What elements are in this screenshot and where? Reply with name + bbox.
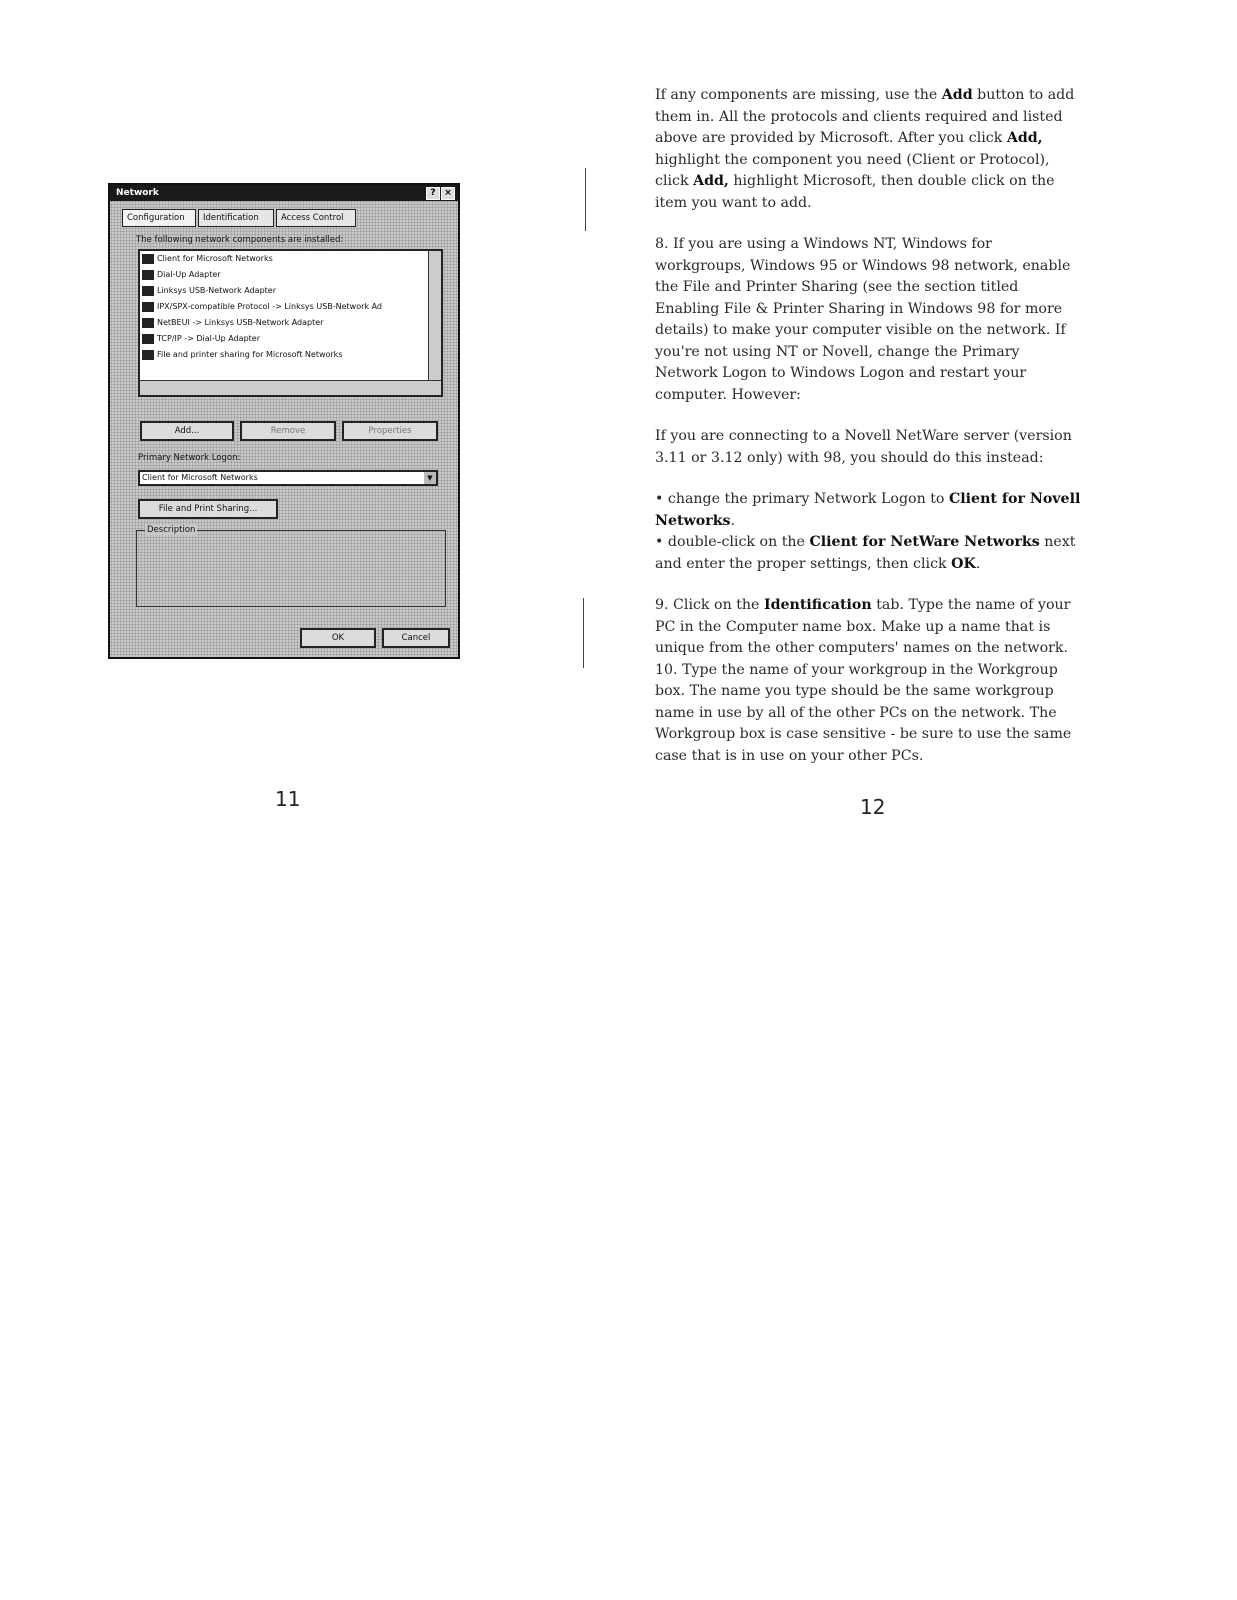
ok-button[interactable]: OK [300, 628, 376, 648]
bold-text: Add [941, 87, 973, 103]
list-item-label: File and printer sharing for Microsoft Networks [157, 350, 343, 359]
list-item-label: IPX/SPX-compatible Protocol -> Linksys USB-Network Ad [157, 302, 382, 311]
paragraph-add-components [655, 85, 1085, 214]
paragraph-step-9 [655, 595, 1085, 660]
instructions-column [655, 85, 1085, 767]
vertical-scrollbar[interactable] [428, 251, 441, 381]
text: • double-click on the [655, 534, 810, 550]
fold-mark [583, 598, 584, 668]
list-item[interactable] [140, 251, 441, 267]
primary-logon-label: Primary Network Logon: [138, 453, 241, 463]
primary-logon-select[interactable] [138, 470, 438, 486]
text: tab. Type the name of your PC in the Computer name box. Make up a name that is unique from the other computers' names on the network. [655, 597, 1071, 656]
description-group [136, 525, 446, 607]
dialog-title: Network [116, 188, 159, 198]
protocol-icon [142, 302, 154, 312]
bold-text: Client for Novell Networks [655, 491, 1081, 529]
list-item[interactable] [140, 331, 441, 347]
paragraph-novell: If you are connecting to a Novell NetWare server (version 3.11 or 3.12 only) with 98, you should do this instead: [655, 428, 1072, 466]
horizontal-scrollbar[interactable] [140, 380, 441, 395]
text: highlight Microsoft, then double click on the item you want to add. [655, 173, 1055, 211]
list-item-label: TCP/IP -> Dial-Up Adapter [157, 334, 260, 343]
chevron-down-icon[interactable]: ▼ [424, 472, 436, 484]
adapter-icon [142, 286, 154, 296]
primary-logon-value: Client for Microsoft Networks [142, 473, 258, 482]
protocol-icon [142, 318, 154, 328]
list-item-label: Client for Microsoft Networks [157, 254, 273, 263]
list-item[interactable] [140, 267, 441, 283]
protocol-icon [142, 334, 154, 344]
cancel-button[interactable]: Cancel [382, 628, 450, 648]
close-icon[interactable]: × [441, 187, 455, 200]
text: 9. Click on the [655, 597, 764, 613]
list-item-label: NetBEUI -> Linksys USB-Network Adapter [157, 318, 324, 327]
bold-text: Identification [763, 597, 872, 613]
help-icon[interactable]: ? [426, 187, 440, 200]
dialog-titlebar [110, 185, 458, 201]
list-item[interactable] [140, 315, 441, 331]
text: • change the primary Network Logon to [655, 491, 949, 507]
components-list[interactable] [138, 249, 443, 397]
text: . [975, 555, 981, 572]
bullet-double-click [655, 532, 1085, 575]
tab-configuration[interactable]: Configuration [122, 209, 196, 227]
list-item[interactable] [140, 283, 441, 299]
paragraph-step-10: 10. Type the name of your workgroup in the Workgroup box. The name you type should be the same workgroup name in use by all of the other PCs on the network. The Workgroup box is case sensitive - be sure to use the same case that is in use on your other PCs. [655, 661, 1072, 764]
bullet-change-logon [655, 489, 1085, 532]
text: . [730, 512, 736, 529]
network-dialog [108, 183, 460, 659]
bold-text: Add, [693, 173, 729, 189]
client-icon [142, 254, 154, 264]
adapter-icon [142, 270, 154, 280]
page-number-right: 12 [860, 795, 886, 819]
components-label: The following network components are installed: [136, 235, 344, 245]
text: button to add them in. All the protocols and clients required and listed above are provided by Microsoft. After you click [655, 87, 1075, 146]
tab-identification[interactable]: Identification [198, 209, 274, 227]
list-item[interactable] [140, 299, 441, 315]
fold-mark [585, 168, 586, 231]
description-label: Description [147, 525, 196, 535]
bold-text: Add, [1006, 130, 1043, 146]
list-item[interactable] [140, 347, 441, 363]
remove-button[interactable]: Remove [240, 421, 336, 441]
text: If any components are missing, use the [655, 87, 942, 103]
service-icon [142, 350, 154, 360]
add-button[interactable]: Add... [140, 421, 234, 441]
bold-text: Client for NetWare Networks [809, 534, 1040, 550]
bold-text: OK [951, 555, 976, 572]
properties-button[interactable]: Properties [342, 421, 438, 441]
text: next and enter the proper settings, then click [655, 534, 1076, 572]
text: highlight the component you need (Client or Protocol), click [655, 151, 1050, 189]
list-item-label: Dial-Up Adapter [157, 270, 221, 279]
page-number-left: 11 [275, 787, 301, 811]
paragraph-step-8: 8. If you are using a Windows NT, Windows for workgroups, Windows 95 or Windows 98 network, enable the File and Printer Sharing (see the section titled Enabling File & Printer Sharing in Windows 98 for more details) to make your computer visible on the network. If you're not using NT or Novell, change the Primary Network Logon to Windows Logon and restart your computer. However: [655, 236, 1071, 403]
tab-access-control[interactable]: Access Control [276, 209, 356, 227]
list-item-label: Linksys USB-Network Adapter [157, 286, 276, 295]
file-print-sharing-button[interactable]: File and Print Sharing... [138, 499, 278, 519]
